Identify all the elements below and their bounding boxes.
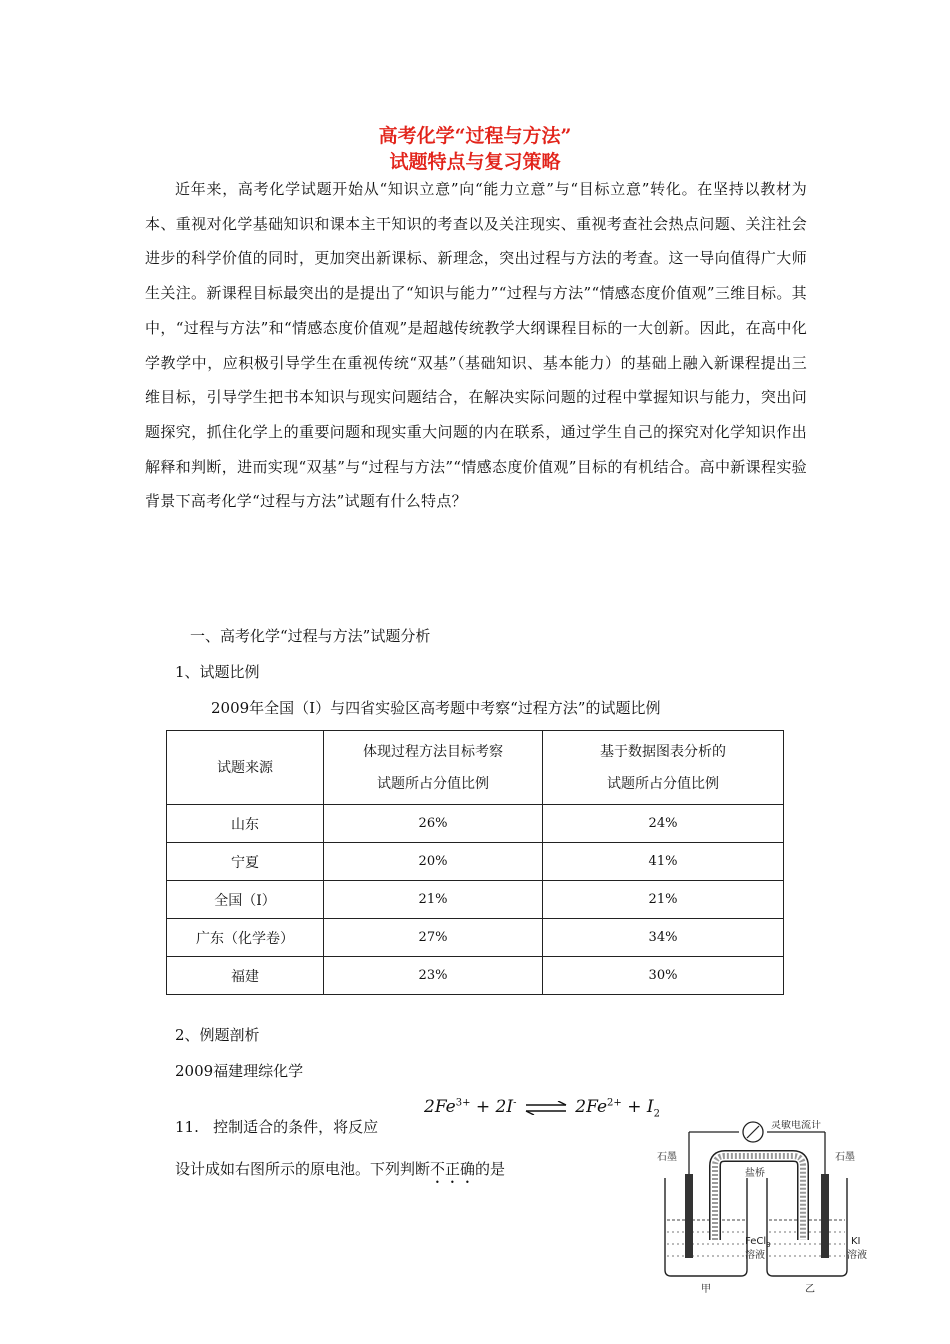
- table-cell: 27%: [324, 919, 543, 957]
- electrode-right: [821, 1174, 829, 1258]
- beaker-right-label: 乙: [805, 1284, 815, 1295]
- beaker-left-label: 甲: [701, 1284, 711, 1295]
- example-source: 2009福建理综化学: [175, 1062, 304, 1080]
- question-number: 11.: [175, 1118, 199, 1136]
- right-solution-label-2: 溶液: [847, 1250, 867, 1261]
- table-caption: 2009年全国（Ⅰ）与四省实验区高考题中考察“过程方法”的试题比例: [211, 699, 661, 717]
- table-header-cell: 试题来源: [167, 731, 324, 805]
- table-cell: 30%: [543, 957, 784, 995]
- question-line2: 设计成如右图所示的原电池。下列判断不正确的是: [175, 1160, 506, 1178]
- left-electrode-label: 石墨: [657, 1152, 677, 1163]
- table-row: [167, 881, 784, 919]
- table-row: [167, 957, 784, 995]
- table-cell: 23%: [324, 957, 543, 995]
- right-electrode-label: 石墨: [835, 1152, 855, 1163]
- left-solution-label: FeCl$_3$: [745, 1236, 771, 1249]
- table-cell: 21%: [543, 881, 784, 919]
- table-cell: 全国（Ⅰ）: [167, 881, 324, 919]
- table-row: [167, 843, 784, 881]
- table-cell: 宁夏: [167, 843, 324, 881]
- emphasis-text: 不正确: [430, 1160, 476, 1178]
- section-heading: 一、高考化学“过程与方法”试题分析: [190, 627, 431, 645]
- question-text: 控制适合的条件，将反应: [213, 1118, 379, 1136]
- right-solution-label: KI: [851, 1236, 861, 1247]
- ratio-table: [166, 730, 784, 995]
- beaker-left: [665, 1178, 747, 1276]
- table-row: [167, 919, 784, 957]
- table-cell: 山东: [167, 805, 324, 843]
- galvanic-cell-diagram: [655, 1120, 885, 1295]
- table-cell: 21%: [324, 881, 543, 919]
- table-cell: 34%: [543, 919, 784, 957]
- table-cell: 26%: [324, 805, 543, 843]
- table-cell: 广东（化学卷）: [167, 919, 324, 957]
- document-title: 高考化学“过程与方法”: [378, 125, 572, 147]
- subsection-heading: 1、试题比例: [175, 663, 260, 681]
- left-solution-label-2: 溶液: [745, 1250, 765, 1261]
- document-subtitle: 试题特点与复习策略: [389, 151, 561, 173]
- question-intro: [175, 1116, 378, 1137]
- table-cell: 福建: [167, 957, 324, 995]
- galvanometer-icon: [743, 1122, 763, 1142]
- reaction-equation: $2Fe^{3+} + 2I^-$ $2Fe^{2+} + I_2$: [424, 1097, 660, 1120]
- table-header-cell: 基于数据图表分析的 试题所占分值比例: [543, 731, 784, 805]
- table-cell: 24%: [543, 805, 784, 843]
- electrode-left: [685, 1174, 693, 1258]
- table-cell: 20%: [324, 843, 543, 881]
- intro-paragraph: 近年来，高考化学试题开始从“知识立意”向“能力立意”与“目标立意”转化。在坚持以教材为本、重视对化学基础知识和课本主干知识的考查以及关注现实、重视考查社会热点问题、关注社会进步的科学价值的同时，更加突出新课标、新理念，突出过程与方法的考查。这一导向值得广大师生关注。新课程目标最突出的是提出了“知识与能力”“过程与方法”“情感态度价值观”三维目标。其中，“过程与方法”和“情感态度价值观”是超越传统教学大纲课程目标的一大创新。因此，在高中化学教学中，应积极引导学生在重视传统“双基”（基础知识、基本能力）的基础上融入新课程提出三维目标，引导学生把书本知识与现实问题结合，在解决实际问题的过程中掌握知识与能力，突出问题探究，抓住化学上的重要问题和现实重大问题的内在联系，通过学生自己的探究对化学知识作出解释和判断，进而实现“双基”与“过程与方法”“情感态度价值观”目标的有机结合。高中新课程实验背景下高考化学“过程与方法”试题有什么特点？: [145, 180, 807, 511]
- table-header-row: [167, 731, 784, 805]
- salt-bridge-label: 盐桥: [745, 1168, 765, 1179]
- equilibrium-arrow-icon: [524, 1101, 568, 1115]
- meter-label: 灵敏电流计: [771, 1120, 821, 1131]
- subsection-heading: 2、例题剖析: [175, 1026, 260, 1044]
- table-row: [167, 805, 784, 843]
- table-header-cell: 体现过程方法目标考察 试题所占分值比例: [324, 731, 543, 805]
- table-cell: 41%: [543, 843, 784, 881]
